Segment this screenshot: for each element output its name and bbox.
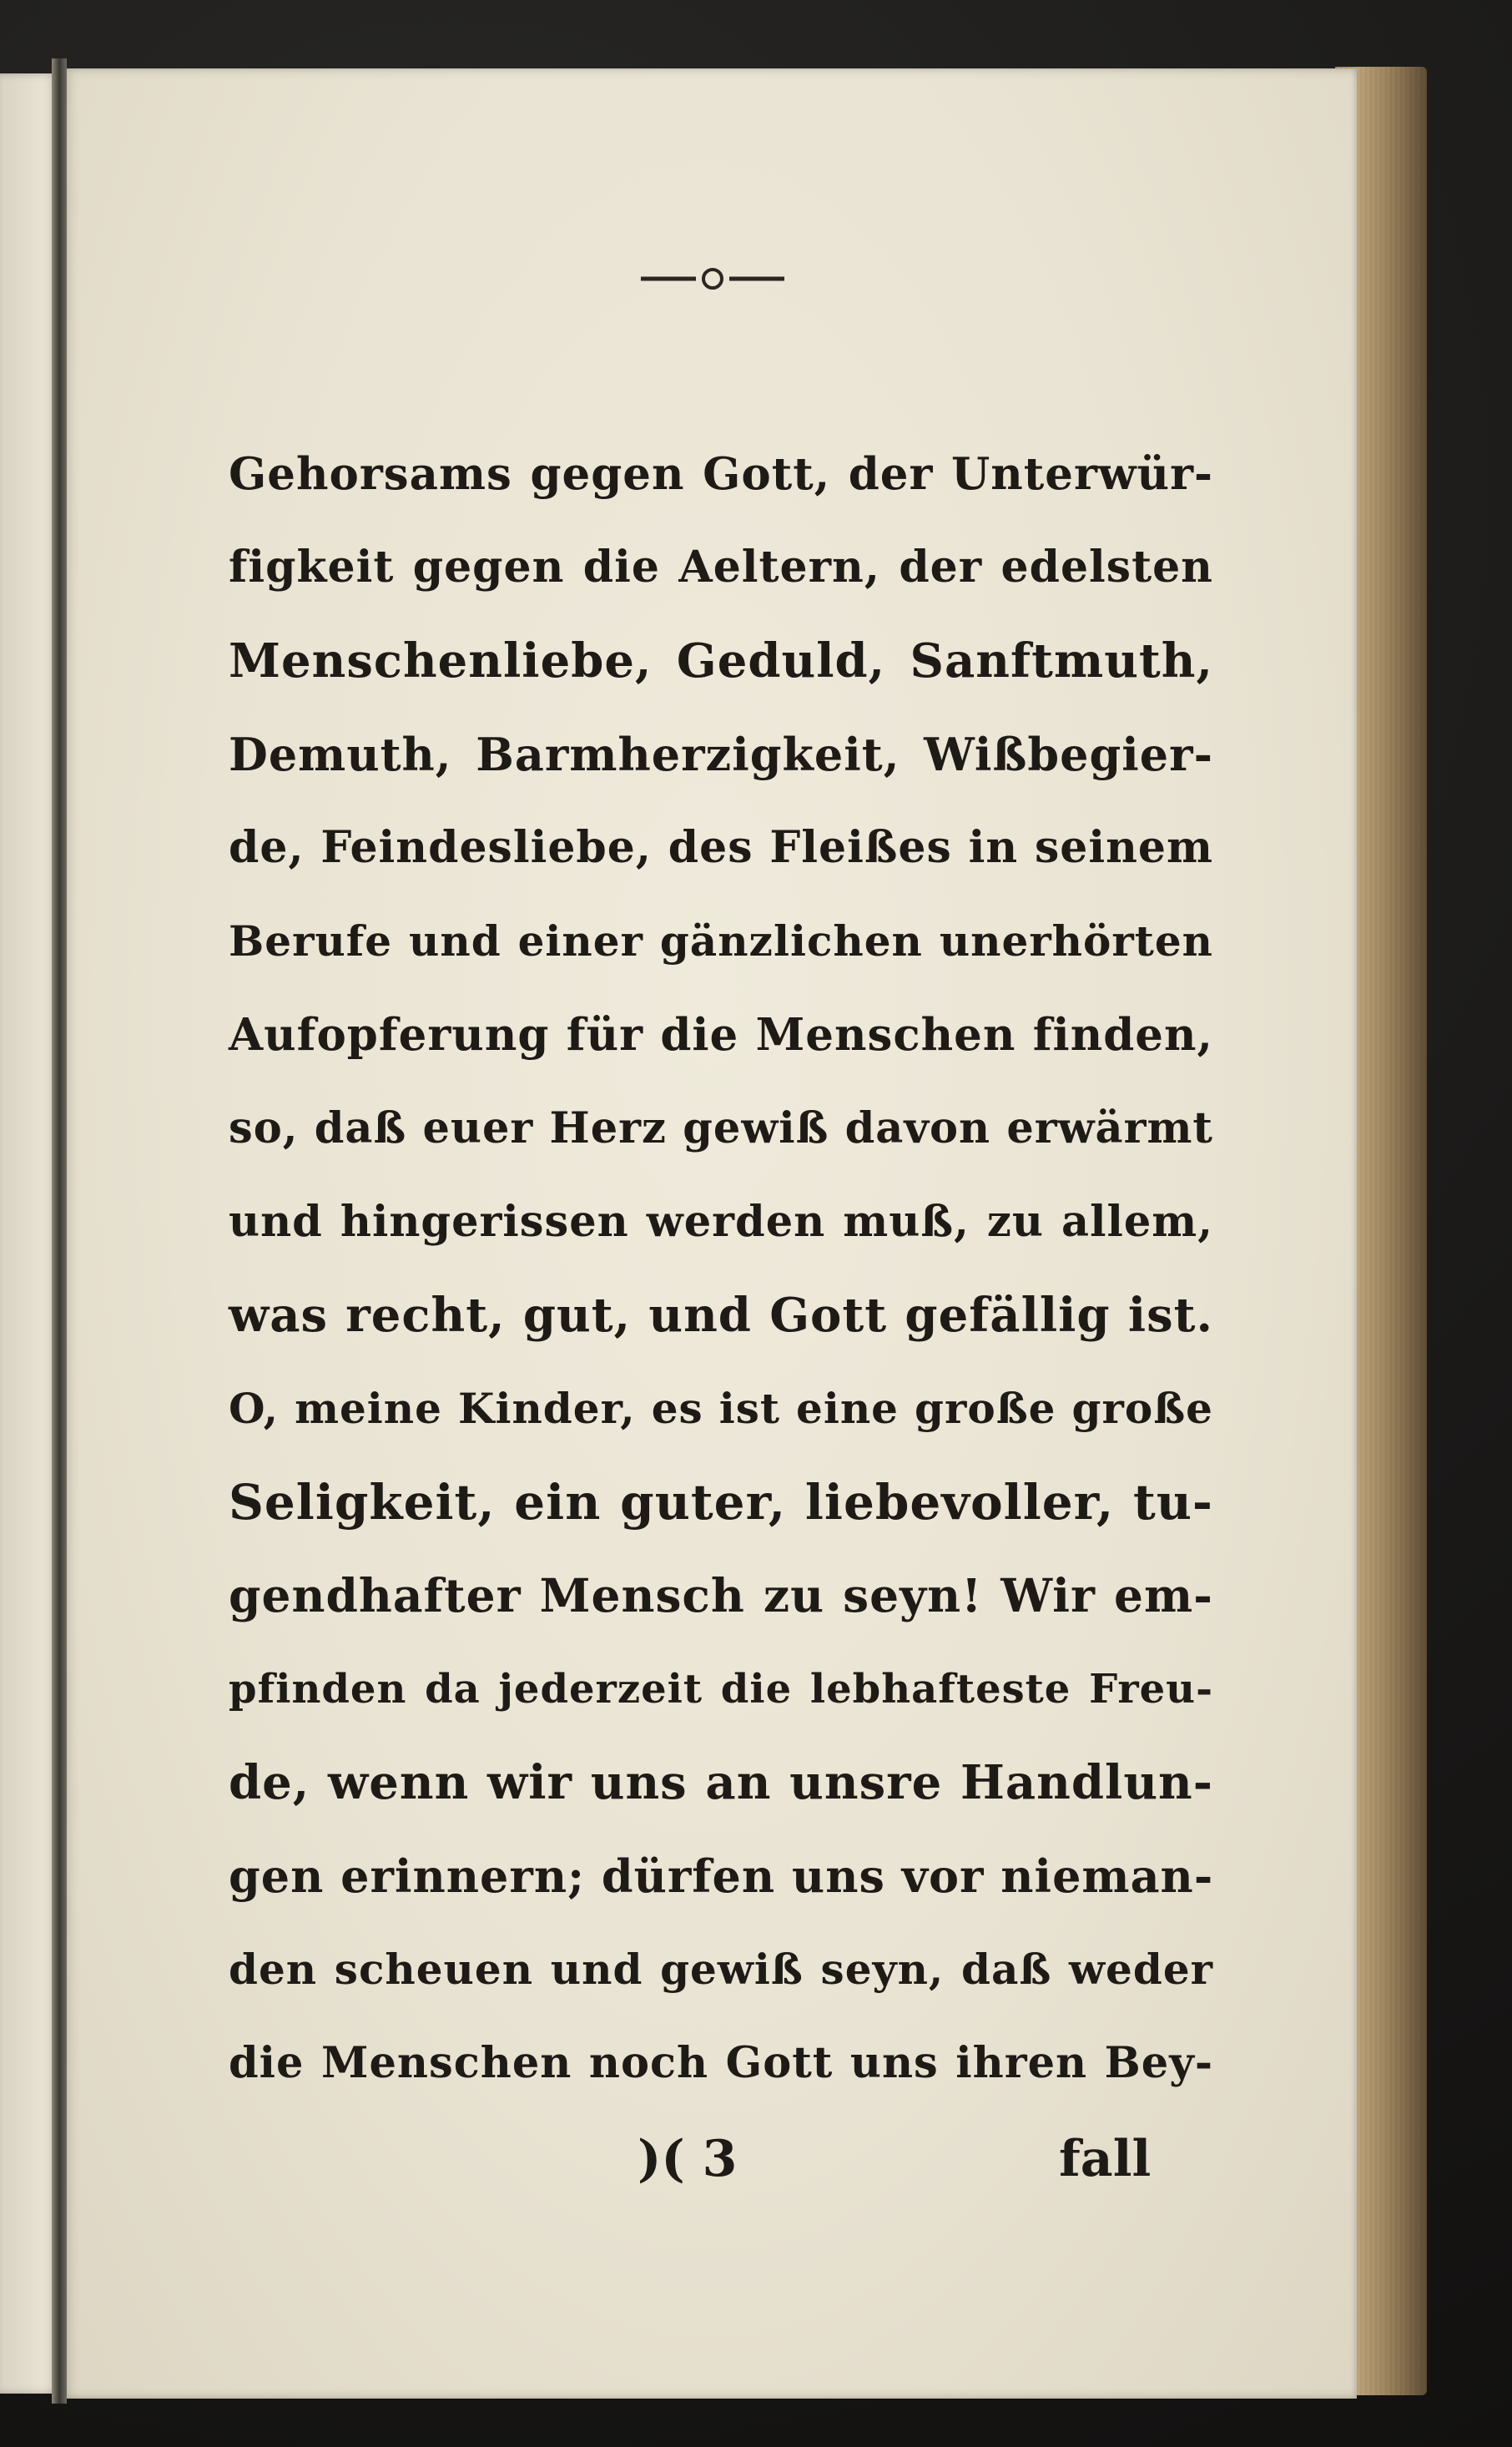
text-line: O, meine Kinder, es ist eine große große — [229, 1384, 1213, 1433]
book-page — [62, 68, 1357, 2399]
text-line: und hingerissen werden muß, zu allem, — [229, 1197, 1213, 1247]
text-line: figkeit gegen die Aeltern, der edelsten — [229, 542, 1213, 593]
text-line: de, wenn wir uns an unsre Handlun- — [229, 1755, 1213, 1810]
signature-mark: )( 3 — [638, 2130, 738, 2188]
text-line: was recht, gut, und Gott gefällig ist. — [229, 1288, 1213, 1343]
text-line: Aufopferung für die Menschen finden, — [229, 1009, 1213, 1061]
text-line: pfinden da jederzeit die lebhafteste Freu- — [229, 1666, 1213, 1713]
text-line: gen erinnern; dürfen uns vor nieman- — [229, 1849, 1214, 1903]
text-line: Seligkeit, ein guter, liebevoller, tu- — [229, 1474, 1213, 1531]
body-text — [229, 427, 1213, 2110]
text-line: den scheuen und gewiß seyn, daß weder — [229, 1945, 1213, 1994]
catchword: fall — [1059, 2130, 1152, 2188]
text-line: de, Feindesliebe, des Fleißes in seinem — [229, 822, 1213, 873]
text-line: so, daß euer Herz gewiß davon erwärmt — [229, 1103, 1213, 1153]
text-line: Gehorsams gegen Gott, der Unterwür- — [229, 448, 1213, 500]
ornament-icon — [638, 260, 788, 294]
text-line: gendhafter Mensch zu seyn! Wir em- — [229, 1568, 1213, 1622]
book-gutter — [52, 58, 67, 2404]
text-line: Menschenliebe, Geduld, Sanftmuth, — [229, 633, 1213, 689]
text-line: die Menschen noch Gott uns ihren Bey- — [229, 2038, 1213, 2088]
text-line: Berufe und einer gänzlichen unerhörten — [229, 916, 1213, 966]
page-footer — [229, 2130, 1213, 2205]
text-line: Demuth, Barmherzigkeit, Wißbegier- — [229, 728, 1213, 781]
